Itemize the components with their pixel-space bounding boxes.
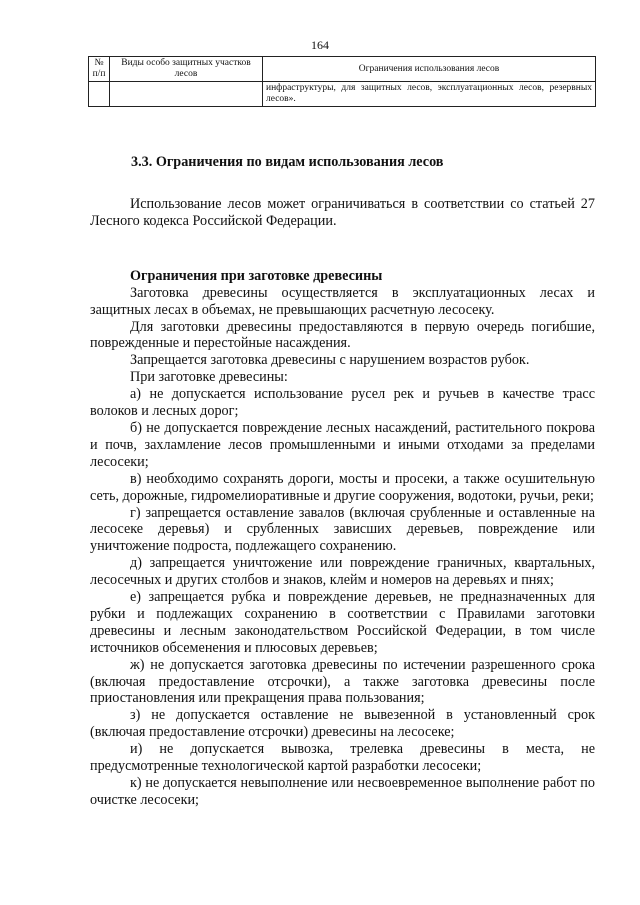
list-item: з) не допускается оставление не вывезенной в установленный срок (включая предоставление отсрочки) древесины на лесосеке; (90, 707, 595, 741)
paragraph: Запрещается заготовка древесины с нарушением возрастов рубок. (130, 352, 530, 369)
protective-areas-table (88, 56, 596, 107)
list-item: в) необходимо сохранять дороги, мосты и просеки, а также осушительную сеть, дорожные, гидромелиоративные и другие сооружения, водотоки, ручьи, реки; (90, 470, 595, 504)
column-header-number: № п/п (89, 57, 110, 82)
page-number: 164 (311, 38, 329, 52)
section-title: 3.3. Ограничения по видам использования лесов (131, 154, 444, 170)
table-cell-area-type (110, 82, 263, 107)
table-cell-number (89, 82, 110, 107)
list-item: а) не допускается использование русел рек и ручьев в качестве трасс волоков и лесных дорог; (90, 386, 595, 420)
table-row (89, 82, 596, 107)
paragraph: Для заготовки древесины предоставляются в первую очередь погибшие, поврежденные и перестойные насаждения. (90, 318, 595, 352)
list-item: г) запрещается оставление завалов (включая срубленные и оставленные на лесосеке деревья) и срубленных зависших деревьев, повреждение или уничтожение подроста, подлежащего сохранению. (90, 504, 595, 555)
table-cell-restrictions: инфраструктуры, для защитных лесов, эксплуатационных лесов, резервных лесов». (263, 82, 596, 107)
list-item: е) запрещается рубка и повреждение деревьев, не предназначенных для рубки и подлежащих сохранению в соответствии с Правилами заготовки древесины и лесным законодательством Российской Федерации, в том числе источников обсеменения и плюсовых деревьев; (90, 589, 595, 656)
table-header-row (89, 57, 596, 82)
column-header-restrictions: Ограничения использования лесов (263, 57, 596, 82)
paragraph: При заготовке древесины: (130, 369, 288, 386)
intro-paragraph: Использование лесов может ограничиваться в соответствии со статьей 27 Лесного кодекса Российской Федерации. (90, 196, 595, 229)
list-item: ж) не допускается заготовка древесины по истечении разрешенного срока (включая предоставление отсрочки), а также заготовка древесины после приостановления или прекращения права пользования; (90, 656, 595, 707)
list-item: б) не допускается повреждение лесных насаждений, растительного покрова и почв, захламление лесов промышленными и иными отходами за пределами лесосеки; (90, 419, 595, 470)
section-body (90, 196, 595, 809)
paragraph: Заготовка древесины осуществляется в эксплуатационных лесах и защитных лесах в объемах, не превышающих расчетную лесосеку. (90, 284, 595, 318)
list-item: д) запрещается уничтожение или повреждение граничных, квартальных, лесосечных и других столбов и знаков, клейм и номеров на деревьях и пнях; (90, 555, 595, 589)
list-item: и) не допускается вывозка, трелевка древесины в места, не предусмотренные технологической картой разработки лесосеки; (90, 741, 595, 775)
list-item: к) не допускается невыполнение или несвоевременное выполнение работ по очистке лесосеки; (90, 775, 595, 808)
column-header-area-type: Виды особо защитных участков лесов (110, 57, 263, 82)
subsection-heading: Ограничения при заготовке древесины (130, 267, 383, 284)
